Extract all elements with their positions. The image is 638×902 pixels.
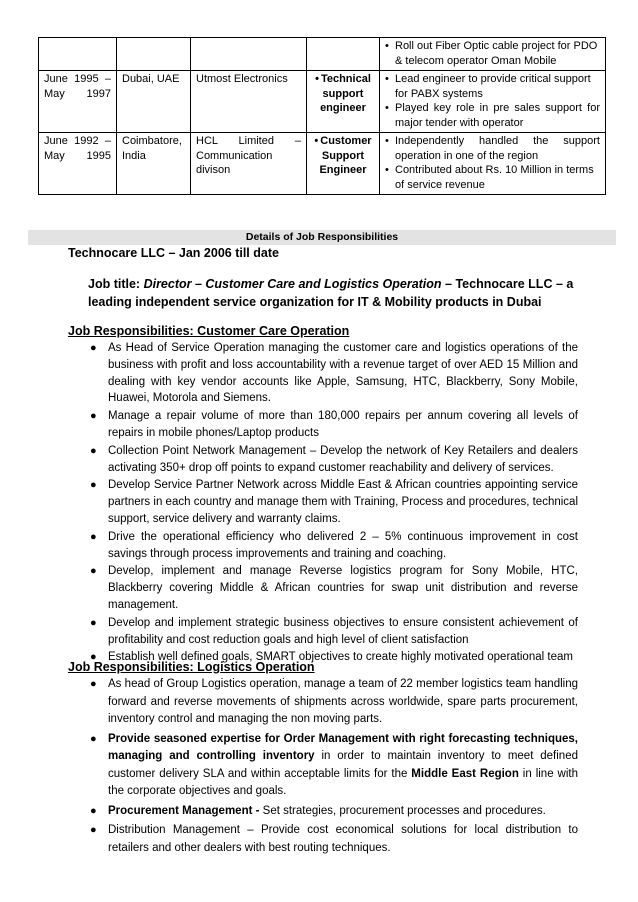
list-item: ● Procurement Management - Set strategies, procurement processes and procedures. xyxy=(90,804,546,817)
job-title-label: Job title: xyxy=(88,277,144,291)
list-item: ● Develop, implement and manage Reverse logistics program for Sony Mobile, HTC, Blackberry covering Middle & African countries for swap unit distribution and reverse management. xyxy=(90,565,578,611)
period-cell: June 1992 – May 1995 xyxy=(39,133,117,195)
list-item: ● Manage a repair volume of more than 180,000 repairs per annum covering all levels of repairs in mobile phones/Laptop products xyxy=(90,410,578,439)
list-item: • Roll out Fiber Optic cable project for PDO & telecom operator Oman Mobile xyxy=(385,40,598,67)
list-item: ● Distribution Management – Provide cost economical solutions for local distribution to retailers and other dealers with best routing techniques. xyxy=(90,824,578,854)
list-item: ● As Head of Service Operation managing the customer care and logistics operations of the business with profit and loss accountability with a revenue target of over AED 15 Million and dealing with key vendor accounts like Apple, Samsung, HTC, Blackberry, Sony Mobile, Huawei, Motorola and Siemens. xyxy=(90,342,578,405)
logistics-heading: Job Responsibilities: Logistics Operation xyxy=(68,660,315,674)
section-banner: Details of Job Responsibilities xyxy=(28,230,616,245)
experience-table xyxy=(38,37,606,195)
company-cell xyxy=(191,38,307,71)
points-cell xyxy=(380,133,606,195)
list-item: • Played key role in pre sales support for major tender with operator xyxy=(385,102,600,129)
list-item: • Lead engineer to provide critical support for PABX systems xyxy=(385,73,591,100)
company-heading: Technocare LLC – Jan 2006 till date xyxy=(68,246,279,260)
job-title xyxy=(88,276,578,311)
points-cell xyxy=(380,38,606,71)
list-item: ● Collection Point Network Management – Develop the network of Key Retailers and dealers activating 350+ drop off points to expand customer reachability and delivery of services. xyxy=(90,444,578,474)
list-item: ● Develop and implement strategic business objectives to ensure consistent achievement of profitability and cost reduction goals and high level of client satisfaction xyxy=(90,616,578,646)
location-cell xyxy=(117,38,191,71)
company-cell: Utmost Electronics xyxy=(191,71,307,133)
points-cell xyxy=(380,71,606,133)
table-row xyxy=(39,38,606,71)
list-item: ● Develop Service Partner Network across Middle East & African countries appointing service partners in each country and manage them with Training, Process and procedures, technical support, service delivery and warranty claims. xyxy=(90,479,578,525)
table-row xyxy=(39,133,606,195)
role-cell: • Technical support engineer xyxy=(307,71,380,133)
role-cell xyxy=(307,38,380,71)
list-item: • Contributed about Rs. 10 Million in terms of service revenue xyxy=(385,164,594,191)
period-cell: June 1995 – May 1997 xyxy=(39,71,117,133)
list-item: ● Provide seasoned expertise for Order Management with right forecasting techniques, managing and controlling inventory in order to maintain inventory to meet defined customer delivery SLA and within acceptable limits for the Middle East Region in line with the corporate objectives and goals. xyxy=(90,732,578,797)
job-title-role: Director – Customer Care and Logistics Operation xyxy=(143,277,442,291)
list-item: ● As head of Group Logistics operation, manage a team of 22 member logistics team handling forward and reverse movements of shipments across worldwide, spare parts procurement, inventory control and managing the non moving parts. xyxy=(90,678,578,725)
location-cell: Coimbatore, India xyxy=(117,133,191,195)
job-title-rest: – Technocare LLC – a leading independent service organization for IT & Mobility products in Dubai xyxy=(88,277,574,309)
company-cell: HCL Limited – Communication divison xyxy=(191,133,307,195)
location-cell: Dubai, UAE xyxy=(117,71,191,133)
list-item: ● Drive the operational efficiency who delivered 2 – 5% continuous improvement in cost savings through process improvements and training and coaching. xyxy=(90,530,578,560)
customer-care-heading: Job Responsibilities: Customer Care Operation xyxy=(68,324,350,338)
list-item: • Independently handled the support operation in one of the region xyxy=(385,135,600,162)
table-row xyxy=(39,71,606,133)
list-item: ● Establish well defined goals, SMART objectives to create highly motivated operational team xyxy=(90,651,573,664)
logistics-list xyxy=(90,676,578,857)
role-cell: • Customer Support Engineer xyxy=(307,133,380,195)
customer-care-list xyxy=(90,340,578,666)
period-cell xyxy=(39,38,117,71)
